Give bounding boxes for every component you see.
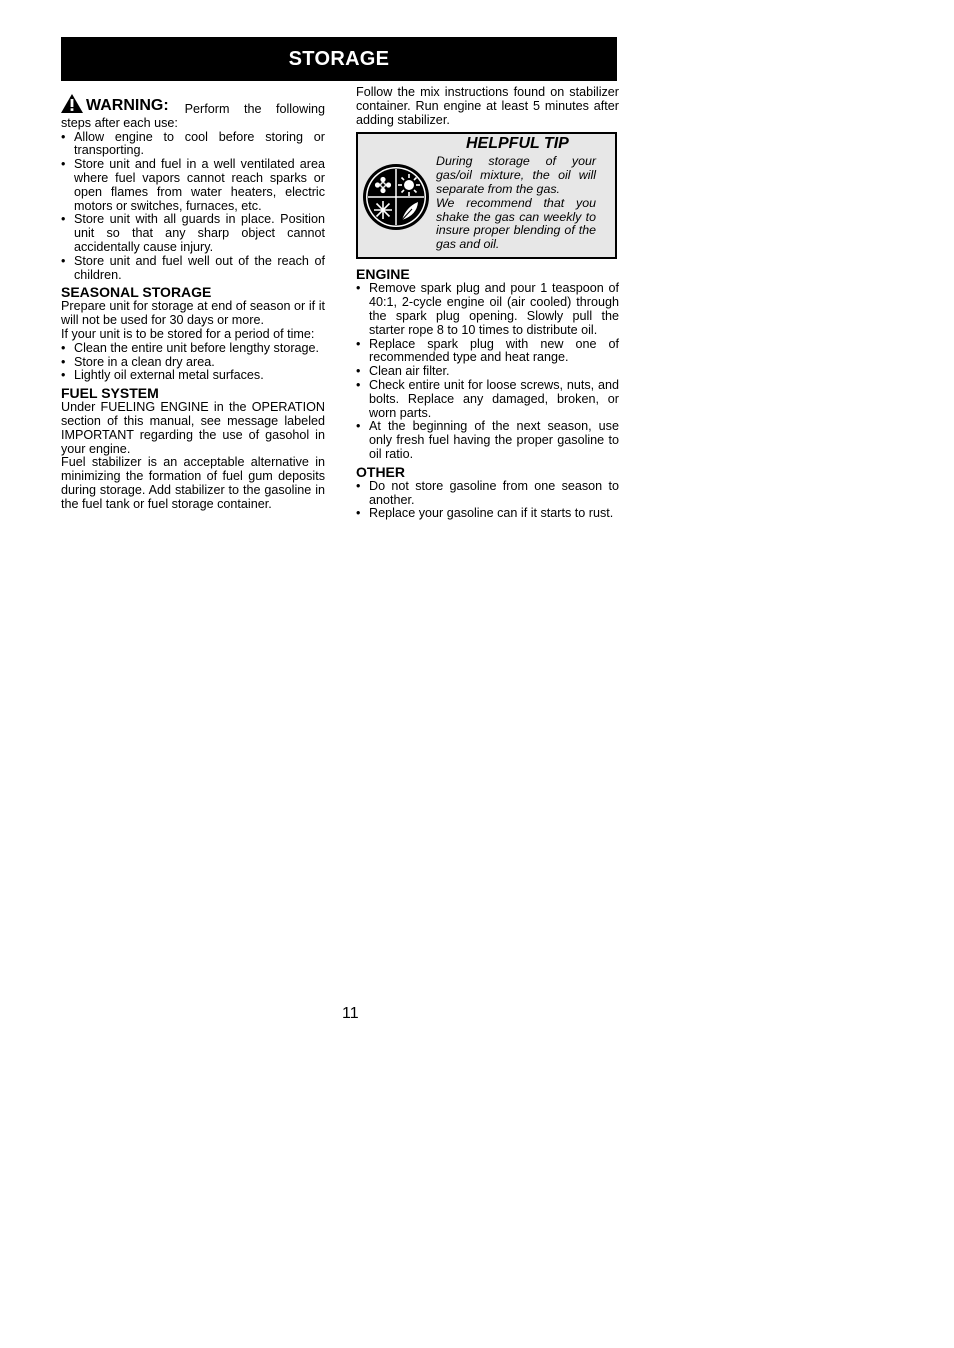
list-item: • Clean air filter. [356, 365, 619, 379]
list-item: • Do not store gasoline from one season to another. [356, 480, 619, 508]
list-item: • Replace your gasoline can if it starts to rust. [356, 507, 619, 521]
list-item: • Replace spark plug with new one of recommended type and heat range. [356, 338, 619, 366]
seasons-icon [362, 163, 430, 231]
warning-intro-text: Perform the following steps after each use: [61, 102, 325, 130]
list-item: • Store unit with all guards in place. Position unit so that any sharp object cannot accidentally cause injury. [61, 213, 325, 254]
left-column [61, 86, 325, 512]
tip-paragraph: We recommend that you shake the gas can weekly to insure proper blending of the gas and oil. [436, 195, 596, 252]
list-item: • Store unit and fuel in a well ventilated area where fuel vapors cannot reach sparks or open flames from water heaters, electric motors or switches, furnaces, etc. [61, 158, 325, 213]
list-item: • At the beginning of the next season, use only fresh fuel having the proper gasoline to oil ratio. [356, 420, 619, 461]
fuel-paragraph: Fuel stabilizer is an acceptable alternative in minimizing the formation of fuel gum deposits during storage. Add stabilizer to the gasoline in the fuel tank or fuel storage container. [61, 455, 325, 511]
fuel-system-heading: FUEL SYSTEM [61, 385, 159, 402]
seasonal-storage-heading: SEASONAL STORAGE [61, 284, 212, 301]
other-heading: OTHER [356, 463, 405, 480]
section-title: STORAGE [288, 47, 390, 70]
fuel-paragraph: Under FUELING ENGINE in the OPERATION section of this manual, see message labeled IMPORTANT regarding the use of gasohol in your engine. [61, 400, 325, 456]
engine-list [356, 282, 619, 461]
engine-heading: ENGINE [356, 266, 410, 283]
list-item: • Lightly oil external metal surfaces. [61, 369, 325, 383]
warning-intro [61, 94, 325, 131]
list-item: • Store in a clean dry area. [61, 356, 325, 370]
stabilizer-paragraph: Follow the mix instructions found on stabilizer container. Run engine at least 5 minutes after adding stabilizer. [356, 85, 619, 127]
tip-paragraph: During storage of your gas/oil mixture, the oil will separate from the gas. [436, 154, 596, 196]
warning-label: WARNING: [86, 97, 169, 115]
list-item: • Store unit and fuel well out of the reach of children. [61, 255, 325, 283]
seasonal-paragraph: If your unit is to be stored for a period of time: [61, 326, 315, 341]
section-banner [61, 37, 617, 81]
warning-triangle-icon [61, 94, 83, 113]
list-item: • Clean the entire unit before lengthy storage. [61, 342, 325, 356]
page-number: 11 [342, 1005, 359, 1022]
helpful-tip-box [356, 132, 617, 259]
other-list [356, 480, 619, 521]
seasonal-list [61, 342, 325, 383]
helpful-tip-text [436, 155, 596, 252]
warning-list [61, 131, 325, 283]
right-column [356, 86, 619, 521]
seasonal-paragraph: Prepare unit for storage at end of season or if it will not be used for 30 days or more. [61, 299, 325, 328]
warning-heading [61, 94, 169, 113]
list-item: • Remove spark plug and pour 1 teaspoon of 40:1, 2-cycle engine oil (air cooled) through the spark plug opening. Slowly pull the starter rope 8 to 10 times to distribute oil. [356, 282, 619, 337]
list-item: • Check entire unit for loose screws, nuts, and bolts. Replace any damaged, broken, or worn parts. [356, 379, 619, 420]
helpful-tip-title: HELPFUL TIP [466, 135, 569, 153]
list-item: • Allow engine to cool before storing or transporting. [61, 131, 325, 159]
